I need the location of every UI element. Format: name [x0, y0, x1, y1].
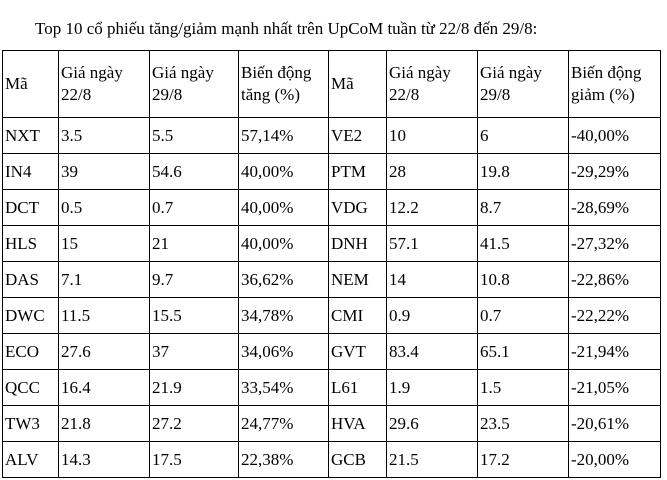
table-cell: 34,78%	[239, 298, 329, 334]
column-header: Mã	[3, 51, 59, 118]
table-cell: PTM	[329, 154, 387, 190]
table-cell: DWC	[3, 298, 59, 334]
table-cell: 16.4	[59, 370, 150, 406]
column-header: Giá ngày 29/8	[478, 51, 569, 118]
table-cell: 39	[59, 154, 150, 190]
column-header: Giá ngày 22/8	[387, 51, 478, 118]
table-cell: 6	[478, 118, 569, 154]
table-cell: 57,14%	[239, 118, 329, 154]
table-cell: 15	[59, 226, 150, 262]
table-cell: DNH	[329, 226, 387, 262]
table-cell: 9.7	[150, 262, 239, 298]
table-cell: 1.9	[387, 370, 478, 406]
table-cell: -27,32%	[569, 226, 661, 262]
stock-movers-table	[2, 50, 661, 478]
table-cell: 41.5	[478, 226, 569, 262]
table-cell: 36,62%	[239, 262, 329, 298]
table-cell: 21	[150, 226, 239, 262]
table-cell: 27.2	[150, 406, 239, 442]
table-cell: GCB	[329, 442, 387, 478]
table-cell: ALV	[3, 442, 59, 478]
table-cell: ECO	[3, 334, 59, 370]
table-cell: -21,94%	[569, 334, 661, 370]
table-cell: 0.7	[478, 298, 569, 334]
table-cell: 40,00%	[239, 154, 329, 190]
table-cell: 65.1	[478, 334, 569, 370]
table-cell: 28	[387, 154, 478, 190]
table-cell: DAS	[3, 262, 59, 298]
table-cell: CMI	[329, 298, 387, 334]
table-cell: 29.6	[387, 406, 478, 442]
table-cell: 33,54%	[239, 370, 329, 406]
table-cell: TW3	[3, 406, 59, 442]
table-cell: -28,69%	[569, 190, 661, 226]
table-cell: 19.8	[478, 154, 569, 190]
table-row	[3, 154, 661, 190]
table-cell: VE2	[329, 118, 387, 154]
table-caption: Top 10 cổ phiếu tăng/giảm mạnh nhất trên UpCoM tuần từ 22/8 đến 29/8:	[35, 19, 538, 38]
table-cell: -21,05%	[569, 370, 661, 406]
header-row	[3, 51, 661, 118]
table-cell: 21.5	[387, 442, 478, 478]
table-cell: 17.5	[150, 442, 239, 478]
table-cell: 7.1	[59, 262, 150, 298]
table-cell: L61	[329, 370, 387, 406]
table-cell: QCC	[3, 370, 59, 406]
table-cell: -22,86%	[569, 262, 661, 298]
table-cell: 8.7	[478, 190, 569, 226]
table-cell: VDG	[329, 190, 387, 226]
table-cell: 0.9	[387, 298, 478, 334]
table-cell: NEM	[329, 262, 387, 298]
table-cell: -20,61%	[569, 406, 661, 442]
table-row	[3, 298, 661, 334]
table-cell: -40,00%	[569, 118, 661, 154]
table-cell: 10	[387, 118, 478, 154]
table-cell: -20,00%	[569, 442, 661, 478]
table-cell: 14.3	[59, 442, 150, 478]
table-cell: 0.7	[150, 190, 239, 226]
column-header: Giá ngày 22/8	[59, 51, 150, 118]
table-cell: -29,29%	[569, 154, 661, 190]
table-cell: 83.4	[387, 334, 478, 370]
table-cell: IN4	[3, 154, 59, 190]
table-cell: HVA	[329, 406, 387, 442]
table-cell: 24,77%	[239, 406, 329, 442]
table-row	[3, 442, 661, 478]
table-cell: 11.5	[59, 298, 150, 334]
column-header: Giá ngày 29/8	[150, 51, 239, 118]
table-cell: 14	[387, 262, 478, 298]
table-cell: 40,00%	[239, 226, 329, 262]
table-row	[3, 262, 661, 298]
table-cell: 34,06%	[239, 334, 329, 370]
table-row	[3, 406, 661, 442]
table-cell: 21.8	[59, 406, 150, 442]
table-cell: 54.6	[150, 154, 239, 190]
table-cell: 12.2	[387, 190, 478, 226]
table-cell: 37	[150, 334, 239, 370]
column-header: Biến động giảm (%)	[569, 51, 661, 118]
table-cell: 57.1	[387, 226, 478, 262]
table-cell: HLS	[3, 226, 59, 262]
table-cell: GVT	[329, 334, 387, 370]
column-header: Biến động tăng (%)	[239, 51, 329, 118]
table-row	[3, 118, 661, 154]
table-cell: NXT	[3, 118, 59, 154]
table-cell: DCT	[3, 190, 59, 226]
table-cell: 10.8	[478, 262, 569, 298]
table-row	[3, 190, 661, 226]
table-row	[3, 370, 661, 406]
table-cell: -22,22%	[569, 298, 661, 334]
table-cell: 17.2	[478, 442, 569, 478]
table-cell: 21.9	[150, 370, 239, 406]
table-cell: 3.5	[59, 118, 150, 154]
table-cell: 40,00%	[239, 190, 329, 226]
table-cell: 5.5	[150, 118, 239, 154]
table-row	[3, 226, 661, 262]
column-header: Mã	[329, 51, 387, 118]
table-cell: 22,38%	[239, 442, 329, 478]
table-cell: 23.5	[478, 406, 569, 442]
table-cell: 1.5	[478, 370, 569, 406]
table-cell: 27.6	[59, 334, 150, 370]
table-cell: 15.5	[150, 298, 239, 334]
table-row	[3, 334, 661, 370]
table-cell: 0.5	[59, 190, 150, 226]
